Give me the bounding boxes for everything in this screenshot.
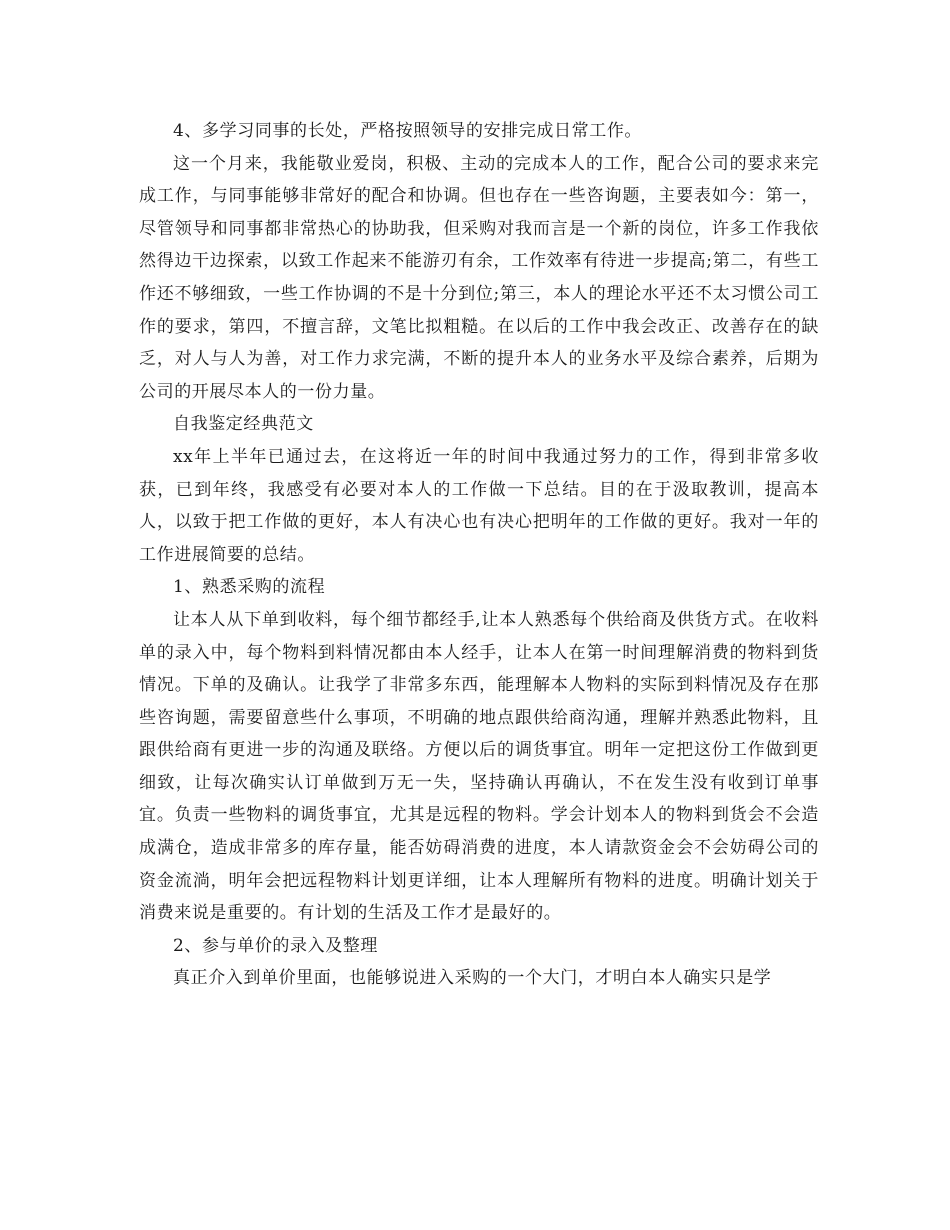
section-heading-procurement-process: 1、熟悉采购的流程 — [173, 577, 326, 598]
section-heading-unit-price: 2、参与单价的录入及整理 — [173, 935, 379, 956]
paragraph-unit-price: 真正介入到单价里面，也能够说进入采购的一个大门，才明白本人确实只是学 — [173, 968, 772, 989]
paragraph-procurement-process: 让本人从下单到收料，每个细节都经手,让本人熟悉每个供给商及供货方式。在收料单的录入中，每个物料到料情况都由本人经手，让本人在第一时间理解消费的物料到货情况。下单的及确认。让我学了非常多东西，能理解本人物料的实际到料情况及存在那些咨询题，需要留意些什么事项，不明确的地点跟供给商沟通，理解并熟悉此物料，且跟供给商有更进一步的沟通及联络。方便以后的调货事宜。明年一定把这份工作做到更细致，让每次确实认订单做到万无一失，坚持确认再确认，不在发生没有收到订单事宜。负责一些物料的调货事宜，尤其是远程的物料。学会计划本人的物料到货会不会造成满仓，造成非常多的库存量，能否妨碍消费的进度，本人请款资金会不会妨碍公司的资金流淌，明年会把远程物料计划更详细，让本人理解所有物料的进度。明确计划关于消费来说是重要的。有计划的生活及工作才是最好的。 — [139, 609, 819, 924]
paragraph-year-intro: xx年上半年已通过去，在这将近一年的时间中我通过努力的工作，得到非常多收获，已到年终，我感受有必要对本人的工作做一下总结。目的在于汲取教训，提高本人，以致于把工作做的更好，本人有决心也有决心把明年的工作做的更好。我对一年的工作进展简要的总结。 — [139, 446, 819, 565]
paragraph-monthly-summary: 这一个月来，我能敬业爱岗，积极、主动的完成本人的工作，配合公司的要求来完成工作，与同事能够非常好的配合和协调。但也存在一些咨询题，主要表如今：第一，尽管领导和同事都非常热心的协助我，但采购对我而言是一个新的岗位，许多工作我依然得边干边探索，以致工作起来不能游刃有余，工作效率有待进一步提高;第二，有些工作还不够细致，一些工作协调的不是十分到位;第三，本人的理论水平还不太习惯公司工作的要求，第四，不擅言辞，文笔比拟粗糙。在以后的工作中我会改正、改善存在的缺乏，对人与人为善，对工作力求完满，不断的提升本人的业务水平及综合素养，后期为公司的开展尽本人的一份力量。 — [139, 153, 819, 402]
section-heading-self-appraisal: 自我鉴定经典范文 — [173, 414, 314, 435]
paragraph-point-4: 4、多学习同事的长处，严格按照领导的安排完成日常工作。 — [173, 121, 643, 141]
document-body — [139, 115, 819, 995]
